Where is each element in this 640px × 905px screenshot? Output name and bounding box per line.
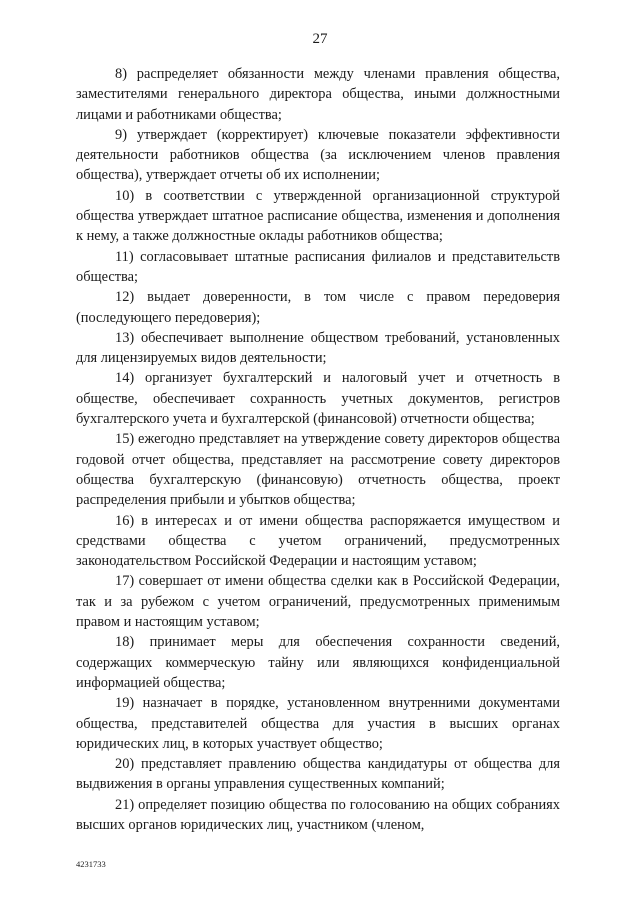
page-number: 27 xyxy=(312,31,328,47)
list-item-17: 17) совершает от имени общества сделки как в Российской Федерации, так и за рубежом с учетом ограничений, предусмотренных применимым правом и настоящим уставом; xyxy=(76,573,560,631)
list-item-19: 19) назначает в порядке, установленном внутренними документами общества, представителей общества для участия в высших органах юридических лиц, в которых участвует общество; xyxy=(76,695,560,752)
list-item-8: 8) распределяет обязанности между членами правления общества, заместителями генерального директора общества, иными должностными лицами и работниками общества; xyxy=(76,66,560,123)
list-item-18: 18) принимает меры для обеспечения сохранности сведений, содержащих коммерческую тайну или являющихся конфиденциальной информацией общества; xyxy=(76,634,560,691)
list-item-14: 14) организует бухгалтерский и налоговый учет и отчетность в обществе, обеспечивает сохранность учетных документов, регистров бухгалтерского учета и бухгалтерской (финансовой) отчетности общества; xyxy=(76,370,560,428)
list-item-12: 12) выдает доверенности, в том числе с правом передоверия (последующего передоверия); xyxy=(76,289,560,326)
list-item-15: 15) ежегодно представляет на утверждение совету директоров общества годовой отчет общества, представляет на рассмотрение совету директоров общества бухгалтерскую (финансовую) отчетность общества, проект распределения прибыли и убытков общества; xyxy=(76,431,560,509)
list-item-21: 21) определяет позицию общества по голосованию на общих собраниях высших органов юридических лиц, участником (членом, xyxy=(76,796,560,833)
list-item-9: 9) утверждает (корректирует) ключевые показатели эффективности деятельности работников общества (за исключением членов правления общества), утверждает отчеты об их исполнении; xyxy=(76,126,560,184)
document-body xyxy=(76,64,560,835)
list-item-13: 13) обеспечивает выполнение обществом требований, установленных для лицензируемых видов деятельности; xyxy=(76,329,560,367)
list-item-10: 10) в соответствии с утвержденной организационной структурой общества утверждает штатное расписание общества, изменения и дополнения к нему, а также должностные оклады работников общества; xyxy=(76,187,560,245)
list-item-11: 11) согласовывает штатные расписания филиалов и представительств общества; xyxy=(76,248,560,285)
document-code: 4231733 xyxy=(76,859,106,869)
list-item-16: 16) в интересах и от имени общества распоряжается имуществом и средствами общества с учетом ограничений, предусмотренных законодательством Российской Федерации и настоящим уставом; xyxy=(76,512,560,570)
list-item-20: 20) представляет правлению общества кандидатуры от общества для выдвижения в органы управления существенных компаний; xyxy=(76,756,560,793)
